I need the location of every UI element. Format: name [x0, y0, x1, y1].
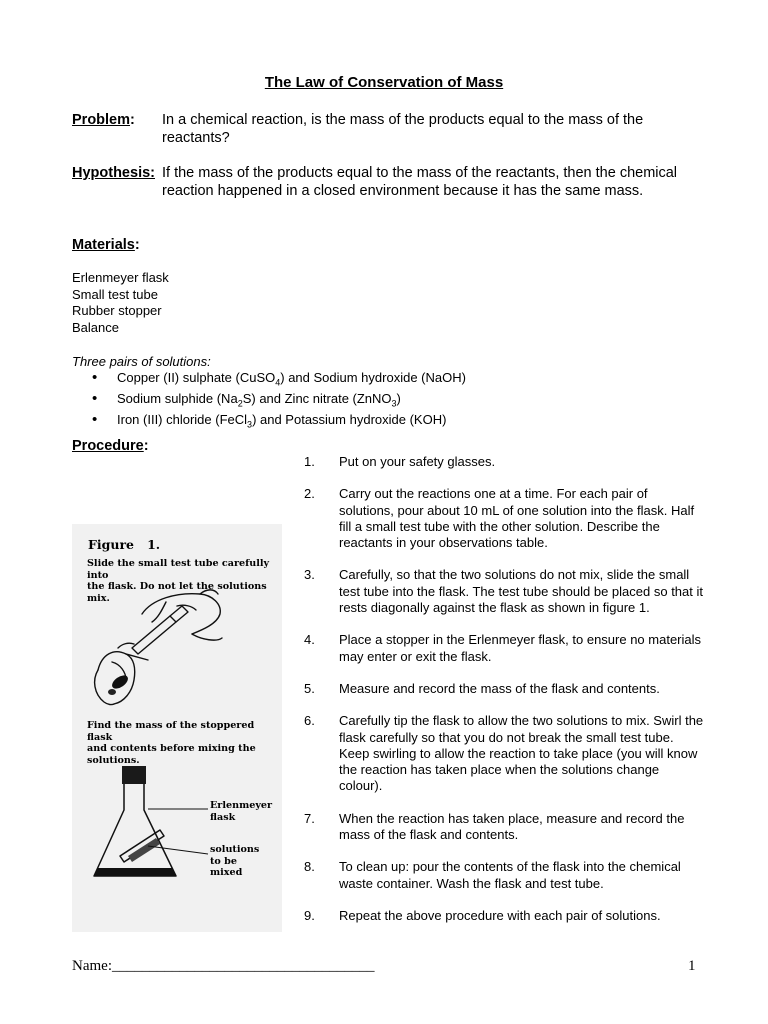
figure-title: Figure 1.: [88, 537, 161, 552]
procedure-heading: Procedure:: [72, 438, 149, 454]
problem-text: In a chemical reaction, is the mass of the products equal to the mass of the reactants?: [162, 112, 644, 146]
material-item: Rubber stopper: [72, 303, 162, 318]
material-item: Balance: [72, 319, 119, 335]
figure-caption-top: Slide the small test tube carefully into the flask. Do not let the solutions mix.: [87, 558, 270, 604]
page-number: 1: [688, 958, 696, 974]
procedure-step: 8. To clean up: pour the contents of the flask into the chemical waste container. Wash the flask and test tube.: [304, 859, 681, 891]
figure-caption-mid: Find the mass of the stoppered flask and contents before mixing the solutions.: [87, 720, 256, 766]
tube-solution: [128, 838, 160, 862]
procedure-step: 5. Measure and record the mass of the flask and contents.: [304, 680, 660, 696]
procedure-step: 3. Carefully, so that the two solutions do not mix, slide the small test tube into the flask. The test tube should be placed so that it rests diagonally against the flask as shown in figure 1.: [304, 567, 703, 616]
procedure-step: 9. Repeat the above procedure with each pair of solutions.: [304, 907, 661, 923]
hypothesis-label: Hypothesis:: [72, 165, 155, 181]
materials-label: Materials: [72, 237, 135, 253]
procedure-label: Procedure: [72, 438, 144, 454]
procedure-step: 2. Carry out the reactions one at a time. For each pair of solutions, pour about 10 mL of one solution into the flask. Half fill a small test tube with the other solution. Describe the reactants in your observations table.: [304, 486, 695, 551]
problem-heading: Problem:: [72, 112, 135, 128]
figure-1: [72, 524, 282, 932]
name-field[interactable]: Name:___________________________________: [72, 958, 375, 974]
solution-pair-item: • Copper (II) sulphate (CuSO$_4$) and Sodium hydroxide (NaOH): [92, 370, 466, 391]
solution-pair-item: • Sodium sulphide $(Na_2S)$ and Zinc nitrate (ZnNO$_3$): [92, 391, 466, 412]
solution-pairs-list: [92, 370, 466, 433]
hand-inserting-tube-illustration: [82, 584, 282, 716]
procedure-step: 7. When the reaction has taken place, measure and record the mass of the flask and contents.: [304, 810, 685, 843]
procedure-step: 6. Carefully tip the flask to allow the two solutions to mix. Swirl the flask carefully so that you do not break the small test tube. Keep swirling to allow the reaction to take place (you will know the reaction has taken place when the solutions change colour).: [304, 713, 704, 794]
materials-heading: Materials:: [72, 237, 140, 253]
rubber-stopper: [122, 766, 146, 784]
hypothesis-text: If the mass of the products equal to the mass of the reactants, then the chemical reaction happened in a closed environment because it has the same mass.: [162, 165, 678, 199]
page-title: The Law of Conservation of Mass: [264, 74, 504, 91]
label-solutions-to-be-mixed: solutions to be mixed: [210, 844, 260, 878]
procedure-step: 1. Put on your safety glasses.: [304, 454, 496, 469]
procedure-step: 4. Place a stopper in the Erlenmeyer flask, to ensure no materials may enter or exit the flask.: [304, 632, 702, 664]
problem-label: Problem: [72, 112, 131, 128]
solution-liquid: [94, 868, 176, 876]
material-item: Small test tube: [72, 286, 158, 302]
materials-list: [72, 270, 169, 336]
solution-pair-item: • Iron (III) chloride (FeCl$_3$) and Potassium hydroxide (KOH): [92, 412, 466, 433]
label-erlenmeyer-flask: Erlenmeyer flask: [210, 800, 273, 823]
material-item: Erlenmeyer flask: [72, 270, 169, 285]
solution-pairs-heading: Three pairs of solutions:: [72, 354, 211, 369]
stoppered-flask-illustration: [72, 764, 212, 886]
procedure-steps: [304, 454, 704, 940]
